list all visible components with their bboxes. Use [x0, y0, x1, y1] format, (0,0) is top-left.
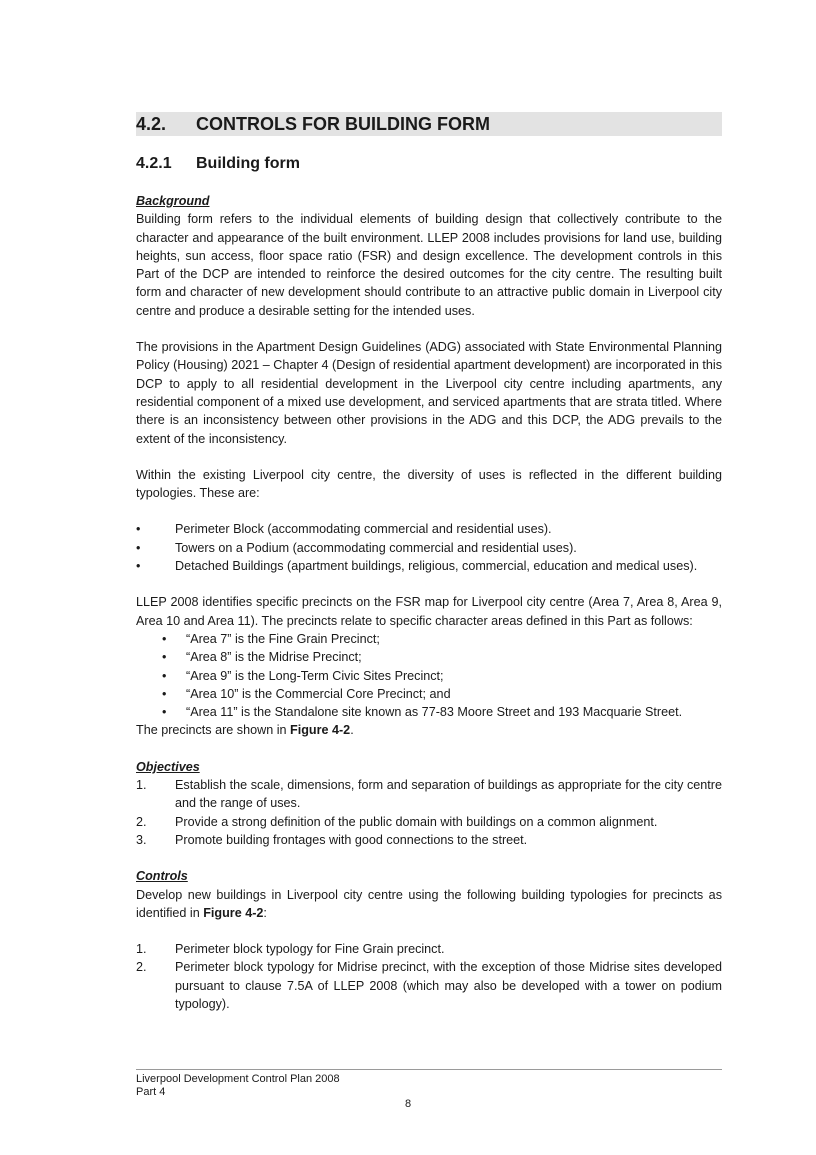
body-content: [136, 192, 722, 1013]
controls-heading: Controls: [136, 869, 188, 884]
subsection-title: Building form: [196, 155, 300, 172]
background-paragraph-4: LLEP 2008 identifies specific precincts on the FSR map for Liverpool city centre (Area 7, Area 8, Area 9, Area 10 and Area 11). The precincts relate to specific character areas defined in this Part as follows:: [136, 595, 722, 628]
list-item: 1. Perimeter block typology for Fine Grain precinct.: [136, 942, 445, 957]
footer-part: Part 4: [136, 1086, 166, 1098]
subsection-heading: [136, 155, 300, 173]
page-number: 8: [404, 1098, 412, 1110]
list-item: • “Area 8” is the Midrise Precinct;: [162, 650, 362, 665]
list-item: • Perimeter Block (accommodating commercial and residential uses).: [136, 522, 552, 537]
footer-document-title: Liverpool Development Control Plan 2008: [136, 1073, 340, 1085]
figure-reference: Figure 4-2: [203, 905, 264, 920]
objectives-list: [136, 776, 722, 849]
section-heading: [136, 112, 722, 136]
list-item: 2. Perimeter block typology for Midrise precinct, with the exception of those Midrise sites developed pursuant to clause 7.5A of LLEP 2008 (which may also be developed with a tower on podium typology).: [136, 960, 722, 1011]
list-item: 3. Promote building frontages with good connections to the street.: [136, 832, 528, 847]
background-paragraph-3: Within the existing Liverpool city centre, the diversity of uses is reflected in the different building typologies. These are:: [136, 467, 722, 501]
list-item: • Detached Buildings (apartment buildings, religious, commercial, education and medical uses).: [136, 559, 698, 574]
list-item: • “Area 7” is the Fine Grain Precinct;: [162, 631, 380, 646]
list-item: • “Area 11” is the Standalone site known as 77-83 Moore Street and 193 Macquarie Street.: [162, 705, 683, 720]
precinct-list: [136, 630, 722, 721]
list-item: • Towers on a Podium (accommodating commercial and residential uses).: [136, 540, 577, 555]
controls-intro: Develop new buildings in Liverpool city centre using the following building typologies for precincts as identified in Figure 4-2:: [136, 887, 722, 920]
background-heading: Background: [136, 194, 210, 208]
subsection-number: 4.2.1: [136, 155, 172, 172]
figure-reference: Figure 4-2: [290, 723, 351, 738]
list-item: • “Area 9” is the Long-Term Civic Sites Precinct;: [162, 668, 444, 683]
section-title: CONTROLS FOR BUILDING FORM: [196, 114, 490, 134]
background-paragraph-5: The precincts are shown in Figure 4-2.: [136, 723, 354, 738]
controls-list: [136, 940, 722, 1013]
list-item: 1. Establish the scale, dimensions, form and separation of buildings as appropriate for the city centre and the range of uses.: [136, 778, 722, 811]
background-paragraph-1: Building form refers to the individual elements of building design that collectively contribute to the character and appearance of the built environment. LLEP 2008 includes provisions for land use, building heights, sun access, floor space ratio (FSR) and design excellence. The development controls in this Part of the DCP are intended to reinforce the desired outcomes for the city centre. The resulting built form and character of new development should contribute to an attractive public domain in Liverpool city centre and produce a desirable setting for the intended uses.: [136, 212, 722, 318]
list-item: • “Area 10” is the Commercial Core Precinct; and: [162, 686, 451, 701]
objectives-heading: Objectives: [136, 759, 200, 774]
background-paragraph-2: The provisions in the Apartment Design Guidelines (ADG) associated with State Environmental Planning Policy (Housing) 2021 – Chapter 4 (Design of residential apartment development) are incorporated in this DCP to apply to all residential development in the Liverpool city centre including apartments, any residential component of a mixed use development, and serviced apartments that are strata titled. Where there is an inconsistency between other provisions in the ADG and this DCP, the ADG prevails to the extent of the inconsistency.: [136, 340, 722, 446]
typology-list: [136, 520, 722, 575]
section-number: 4.2.: [136, 114, 167, 134]
footer-divider: [136, 1069, 722, 1070]
list-item: 2. Provide a strong definition of the public domain with buildings on a common alignment.: [136, 814, 658, 829]
